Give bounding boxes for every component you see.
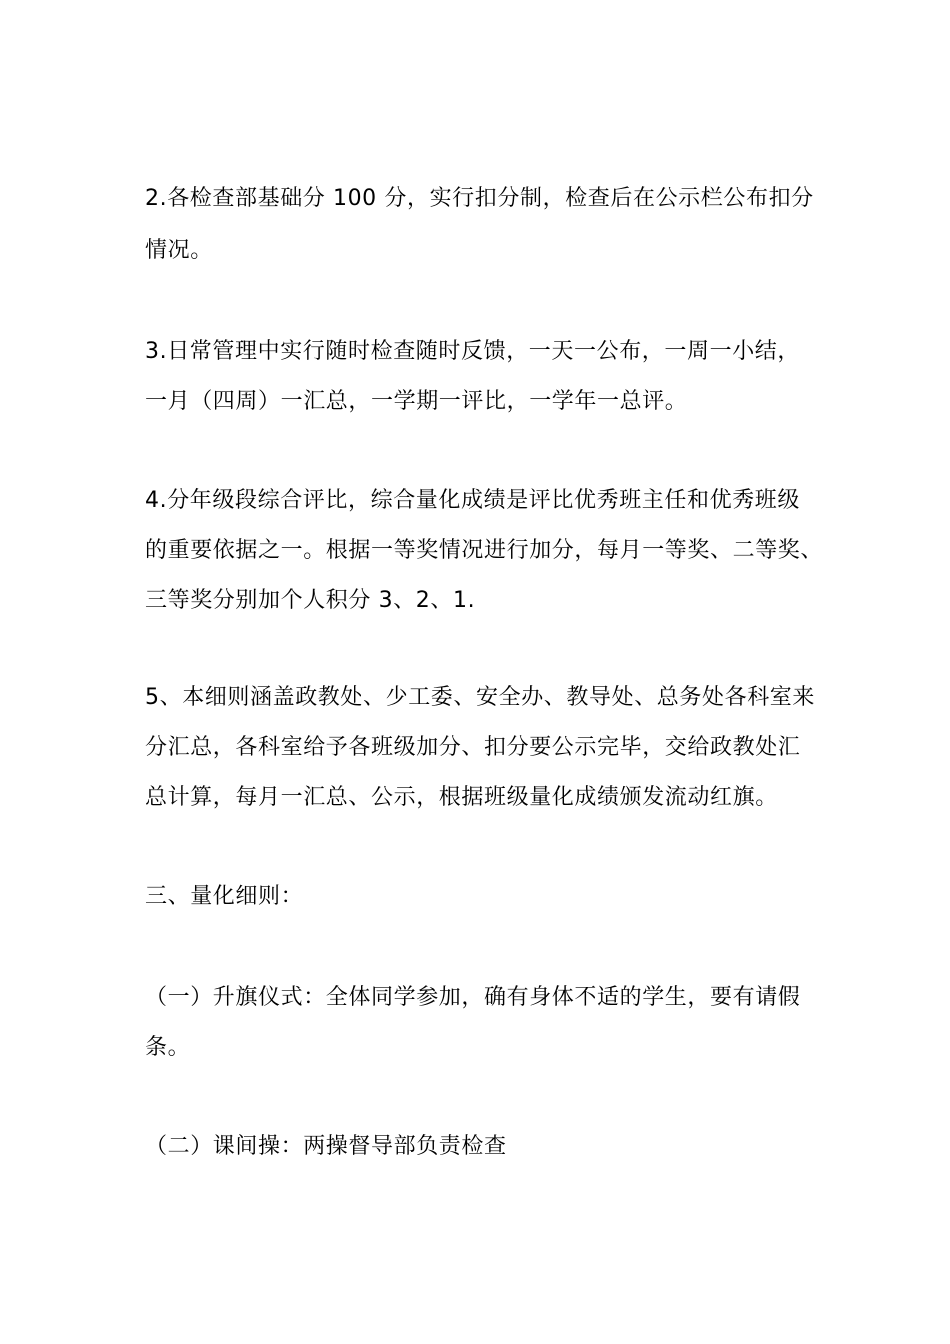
paragraph-4-line-2: 的重要依据之一。根据一等奖情况进行加分，每月一等奖、二等奖、 (145, 538, 824, 563)
subsection-flag-ceremony-line-1: （一）升旗仪式：全体同学参加，确有身体不适的学生，要有请假 (145, 985, 801, 1010)
paragraph-3-line-2: 一月（四周）一汇总，一学期一评比，一学年一总评。 (145, 389, 688, 414)
paragraph-5-line-1: 5、本细则涵盖政教处、少工委、安全办、教导处、总务处各科室来 (145, 685, 815, 710)
paragraph-3-line-1: 3.日常管理中实行随时检查随时反馈，一天一公布，一周一小结， (145, 339, 800, 364)
paragraph-4-line-3: 三等奖分别加个人积分 3、2、1. (145, 588, 476, 613)
paragraph-2-line-2: 情况。 (145, 238, 213, 263)
paragraph-5-line-2: 分汇总，各科室给予各班级加分、扣分要公示完毕，交给政教处汇 (145, 735, 801, 760)
subsection-break-exercise: （二）课间操：两操督导部负责检查 (145, 1134, 507, 1159)
section-heading-quantification-rules: 三、量化细则： (145, 884, 304, 909)
paragraph-5-line-3: 总计算，每月一汇总、公示，根据班级量化成绩颁发流动红旗。 (145, 785, 778, 810)
paragraph-4-line-1: 4.分年级段综合评比，综合量化成绩是评比优秀班主任和优秀班级 (145, 488, 800, 513)
subsection-flag-ceremony-line-2: 条。 (145, 1035, 191, 1060)
paragraph-2-line-1: 2.各检查部基础分 100 分，实行扣分制，检查后在公示栏公布扣分 (145, 186, 814, 211)
